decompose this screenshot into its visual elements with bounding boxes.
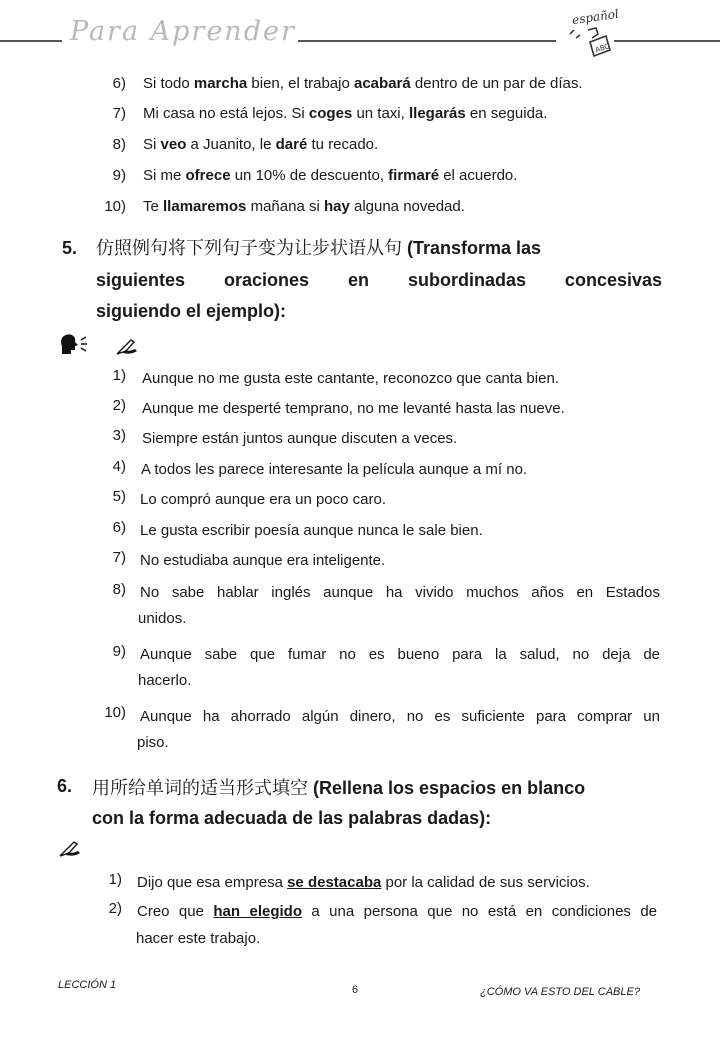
bold-verb: ofrece <box>185 167 231 184</box>
item-text: tu recado. <box>307 136 379 153</box>
section-5-item-line2: unidos. <box>138 610 187 627</box>
item-text: mañana si <box>246 198 324 215</box>
item-text: bien, el trabajo <box>247 75 354 92</box>
section-5-item: Aunque no me gusta este cantante, reconozco que canta bien. <box>142 370 559 387</box>
header-rule-right <box>614 40 720 42</box>
list-a-item <box>143 74 583 94</box>
item-text: por la calidad de sus servicios. <box>381 874 590 891</box>
bold-verb: acabará <box>354 75 411 92</box>
logo-badge-text: ABC <box>594 42 611 55</box>
section-5-item-line2: piso. <box>137 734 169 751</box>
bold-verb: llegarás <box>408 105 466 122</box>
section-5-item: Lo compró aunque era un poco caro. <box>140 491 386 508</box>
bold-verb: veo <box>160 136 187 153</box>
item-number: 10) <box>104 704 126 721</box>
bold-verb: firmaré <box>388 167 440 184</box>
item-text: un taxi, <box>352 105 409 122</box>
section-5-item: Le gusta escribir poesía aunque nunca le sale bien. <box>140 522 483 539</box>
section-6-heading-line1 <box>92 776 585 801</box>
item-number: 5) <box>112 488 126 505</box>
section-5-item-line1: Aunque sabe que fumar no es bueno para la salud, no deja de <box>140 646 660 663</box>
section-6-number: 6. <box>57 776 73 796</box>
item-number: 4) <box>112 458 126 475</box>
section-5-item: A todos les parece interesante la película aunque a mí no. <box>141 461 528 478</box>
item-number: 7) <box>112 105 126 122</box>
item-text: en seguida. <box>465 105 548 122</box>
item-text: Mi casa no está lejos. Si <box>143 105 309 122</box>
item-text: dentro de un par de días. <box>410 75 583 92</box>
section-5-item-line1: No sabe hablar inglés aunque ha vivido muchos años en Estados <box>140 584 660 601</box>
item-number: 1) <box>108 871 122 888</box>
item-text: alguna novedad. <box>349 198 465 215</box>
item-number: 2) <box>112 397 126 414</box>
section-5-item: Aunque me desperté temprano, no me levanté hasta las nueve. <box>142 400 565 417</box>
writing-hand-icon <box>58 838 82 858</box>
logo-text: español <box>571 6 620 28</box>
list-a-item <box>143 197 465 217</box>
item-text: Si me <box>143 167 186 184</box>
item-number: 6) <box>112 75 126 92</box>
speaking-head-icon <box>58 332 92 358</box>
header-rule-middle <box>298 40 556 42</box>
espanol-logo-icon <box>566 24 616 60</box>
section-5-item-line1: Aunque ha ahorrado algún dinero, no es suficiente para comprar un <box>140 708 660 725</box>
item-number: 8) <box>112 136 126 153</box>
section-5-item: Siempre están juntos aunque discuten a veces. <box>142 430 458 447</box>
item-number: 8) <box>112 581 126 598</box>
list-a-item <box>143 166 517 186</box>
bold-verb: llamaremos <box>163 198 247 215</box>
item-number: 7) <box>112 549 126 566</box>
item-number: 3) <box>112 427 126 444</box>
item-number: 10) <box>104 198 126 215</box>
section-6-chinese: 用所给单词的适当形式填空 <box>92 778 308 799</box>
section-5-chinese: 仿照例句将下列句子变为让步状语从句 <box>96 238 402 259</box>
item-number: 9) <box>112 643 126 660</box>
writing-hand-icon <box>115 336 139 356</box>
list-a-item <box>143 135 378 155</box>
section-6-item <box>137 873 590 893</box>
footer-lesson: LECCIÓN 1 <box>58 979 117 991</box>
item-text: Creo que <box>137 903 214 920</box>
footer-lesson-title: ¿CÓMO VA ESTO DEL CABLE? <box>480 986 640 998</box>
item-number: 9) <box>112 167 126 184</box>
section-6-spanish: (Rellena los espacios en blanco <box>308 778 586 798</box>
item-text: a una persona que no está en condiciones de <box>302 903 658 920</box>
item-number: 2) <box>108 900 122 917</box>
section-5-heading-line1 <box>96 236 541 261</box>
list-a-item <box>143 104 547 124</box>
answer-text: se destacaba <box>287 874 382 891</box>
bold-verb: coges <box>308 105 353 122</box>
item-number: 6) <box>112 519 126 536</box>
header-title: Para Aprender <box>70 16 296 47</box>
section-5-spanish: (Transforma las <box>402 238 542 258</box>
item-text: el acuerdo. <box>439 167 518 184</box>
header-rule-left <box>0 40 62 42</box>
section-5-heading-line3: siguiendo el ejemplo): <box>96 301 287 321</box>
bold-verb: marcha <box>193 75 248 92</box>
section-6-item-line2: hacer este trabajo. <box>136 930 261 947</box>
section-6-heading-line2: con la forma adecuada de las palabras dadas): <box>92 808 492 828</box>
item-number: 1) <box>112 367 126 384</box>
section-6-item-line1 <box>137 902 657 922</box>
section-5-item-line2: hacerlo. <box>138 672 192 689</box>
item-text: Te <box>143 198 164 215</box>
bold-verb: daré <box>275 136 308 153</box>
item-text: Si todo <box>143 75 194 92</box>
item-text: un 10% de descuento, <box>230 167 389 184</box>
page-number: 6 <box>352 984 359 996</box>
section-5-number: 5. <box>62 238 78 258</box>
item-text: Dijo que esa empresa <box>137 874 288 891</box>
section-5-item: No estudiaba aunque era inteligente. <box>140 552 386 569</box>
item-text: Si <box>143 136 161 153</box>
item-text: a Juanito, le <box>186 136 276 153</box>
answer-text: han elegido <box>213 903 302 920</box>
bold-verb: hay <box>323 198 350 215</box>
section-5-heading-line2: siguientes oraciones en subordinadas concesivas <box>96 270 662 290</box>
